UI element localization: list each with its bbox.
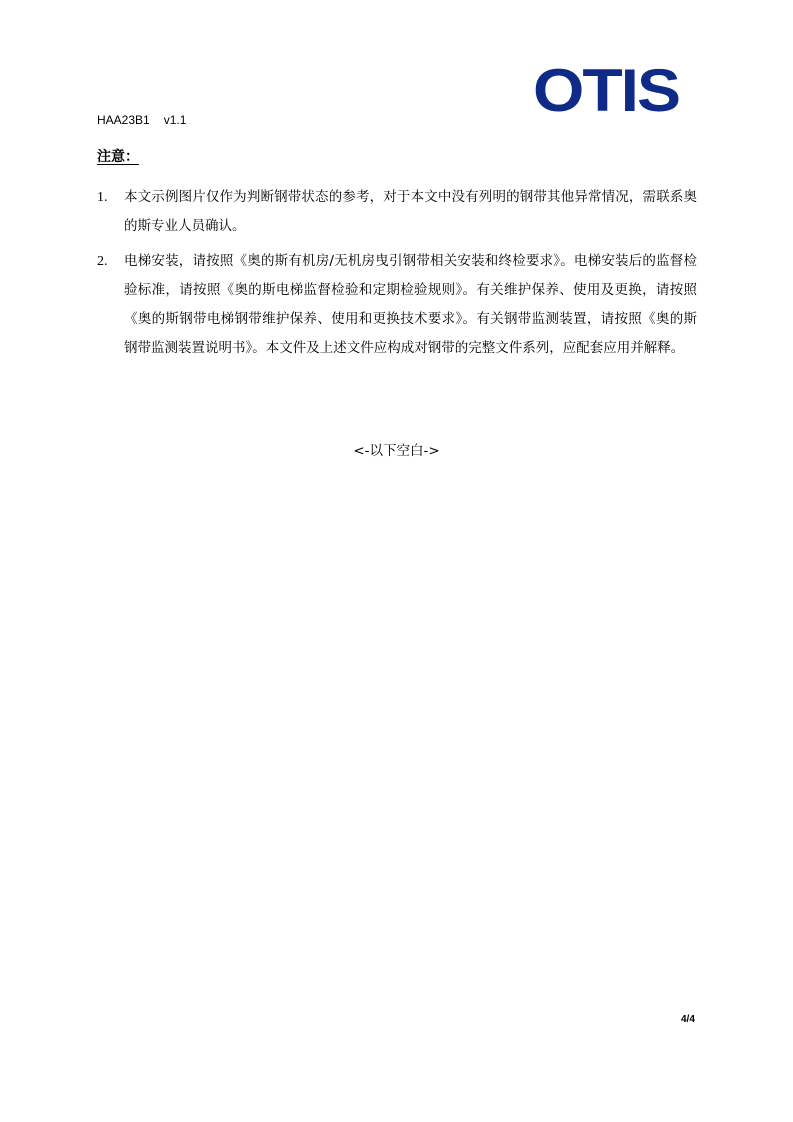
notice-heading: 注意： — [97, 149, 139, 165]
document-code — [97, 113, 186, 127]
notice-item-number: 2. — [97, 254, 108, 269]
notice-item-1 — [97, 183, 697, 241]
page-number: 4/4 — [681, 1014, 695, 1025]
notice-item-number: 1. — [97, 190, 108, 205]
doc-version: v1.1 — [163, 113, 187, 127]
doc-id: HAA23B1 — [97, 113, 150, 127]
blank-below-marker: <-以下空白-> — [353, 443, 440, 459]
notice-item-text: 电梯安装，请按照《奥的斯有机房/无机房曳引钢带相关安装和终检要求》。电梯安装后的监督检验标准，请按照《奥的斯电梯监督检验和定期检验规则》。有关维护保养、使用及更换，请按照《奥的斯钢带电梯钢带维护保养、使用和更换技术要求》。有关钢带监测装置，请按照《奥的斯钢带监测装置说明书》。本文件及上述文件应构成对钢带的完整文件系列，应配套应用并解释。 — [124, 253, 697, 356]
otis-logo: OTIS — [532, 55, 679, 125]
notice-item-2 — [97, 247, 697, 363]
notice-item-text: 本文示例图片仅作为判断钢带状态的参考，对于本文中没有列明的钢带其他异常情况，需联系奥的斯专业人员确认。 — [124, 189, 697, 234]
